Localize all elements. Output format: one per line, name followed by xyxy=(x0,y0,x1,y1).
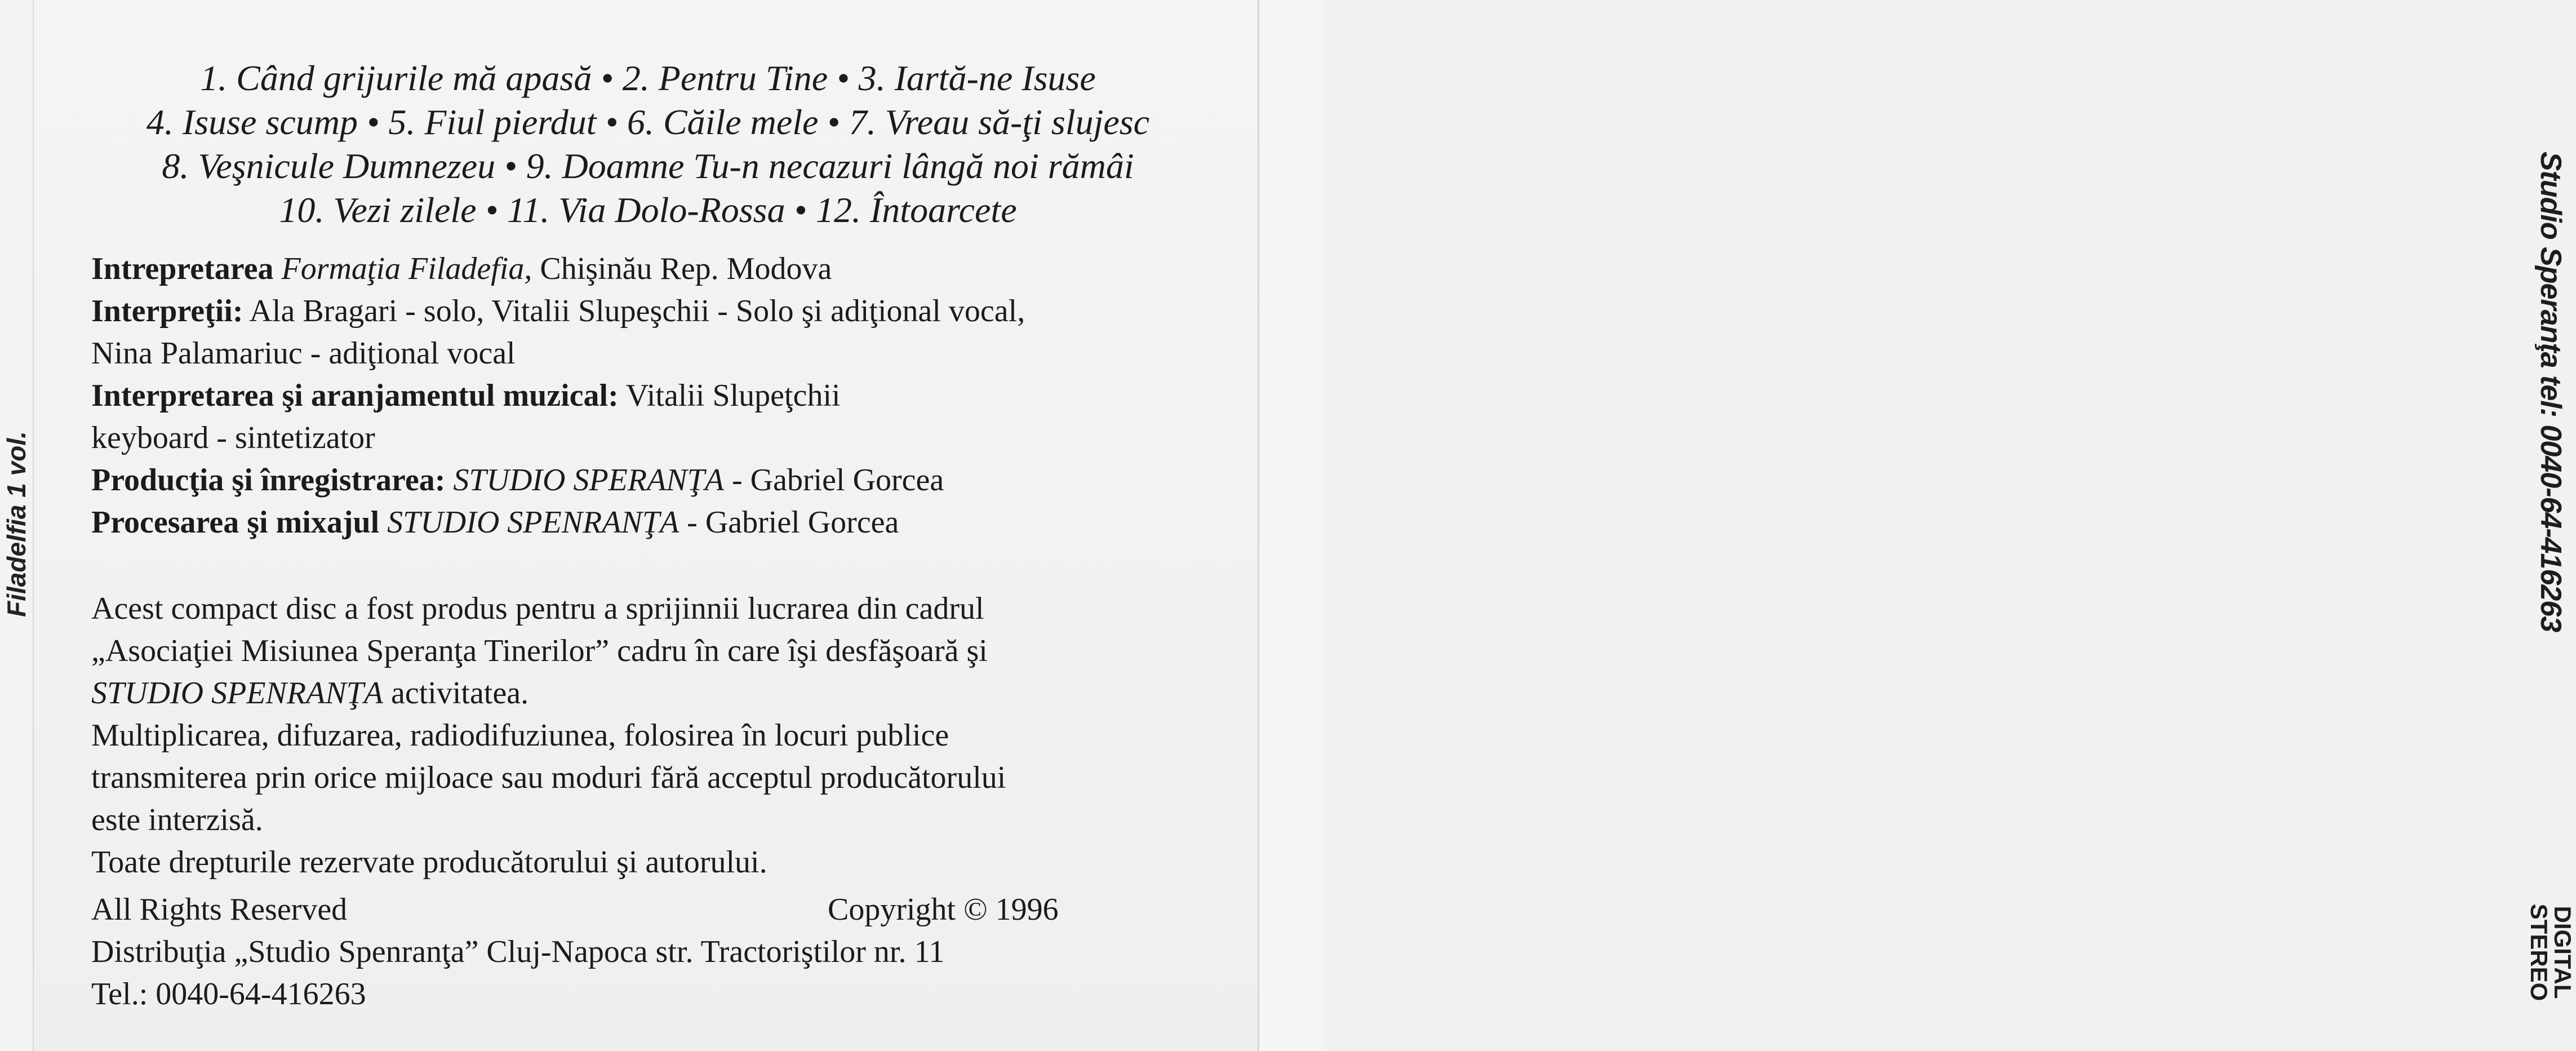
credit-place: Chişinău Rep. Modova xyxy=(532,251,832,286)
left-spine-title: Filadelfia 1 vol. xyxy=(2,431,31,617)
credit-interpretii-cont: Nina Palamariuc - adiţional vocal xyxy=(91,336,516,371)
notice-line: „Asociaţiei Misiunea Speranţa Tinerilor” cadru în care îşi desfăşoară şi xyxy=(91,633,988,668)
credit-interpretii xyxy=(91,290,1252,332)
track-line: 8. Veşnicule Dumnezeu • 9. Doamne Tu-n necazuri lângă noi rămâi xyxy=(162,146,1134,186)
right-spine xyxy=(1258,0,2576,1051)
footer-rights-row xyxy=(91,889,1105,931)
all-rights-reserved: All Rights Reserved xyxy=(91,892,348,927)
track-list xyxy=(45,56,1251,232)
track-line: 10. Vezi zilele • 11. Via Dolo-Rossa • 12. Întoarcete xyxy=(279,190,1017,230)
track-line: 1. Când grijurile mă apasă • 2. Pentru Tine • 3. Iartă-ne Isuse xyxy=(200,58,1096,98)
credit-group: Formaţia Filadefia, xyxy=(281,251,532,286)
credit-label: Interpretarea şi aranjamentul muzical: xyxy=(91,378,619,413)
notice-text: activitatea. xyxy=(383,676,529,711)
digital-label: DIGITAL xyxy=(2550,906,2576,999)
notice-block xyxy=(91,588,1252,884)
notice-studio: STUDIO SPENRANŢA xyxy=(91,676,383,711)
left-spine xyxy=(0,0,34,1051)
credit-person: - Gabriel Gorcea xyxy=(724,463,944,498)
notice-line: Toate drepturile rezervate producătorului şi autorului. xyxy=(91,845,767,880)
stereo-label: STEREO xyxy=(2526,903,2552,1001)
notice-line: transmiterea prin orice mijloace sau moduri fără acceptul producătorului xyxy=(91,760,1006,795)
credit-productia xyxy=(91,459,1252,502)
credit-label: Intrepretarea xyxy=(91,251,274,286)
notice-line: Acest compact disc a fost produs pentru a sprijinnii lucrarea din cadrul xyxy=(91,591,984,626)
credit-person: - Gabriel Gorcea xyxy=(679,505,899,540)
credit-value: Ala Bragari - solo, Vitalii Slupeşchii - Solo şi adiţional vocal, xyxy=(243,294,1025,329)
credit-studio: STUDIO SPENRANŢA xyxy=(387,505,679,540)
credit-aranjament-cont: keyboard - sintetizator xyxy=(91,420,375,455)
credit-label: Procesarea şi mixajul xyxy=(91,505,380,540)
studio-phone-spine: Studio Speranţa tel: 0040-64-416263 xyxy=(2534,151,2567,632)
digital-stereo-label xyxy=(2527,904,2574,1001)
notice-line: Multiplicarea, difuzarea, radiodifuziunea, folosirea în locuri publice xyxy=(91,718,949,753)
notice-line: este interzisă. xyxy=(91,802,263,837)
credit-aranjament xyxy=(91,375,1252,417)
footer-block xyxy=(91,889,1105,1015)
credits-block xyxy=(91,248,1252,544)
notice-line xyxy=(91,672,1252,715)
distribution-address: Distribuţia „Studio Spenranţa” Cluj-Napoca str. Tractoriştilor nr. 11 xyxy=(91,934,945,969)
credit-value: Vitalii Slupeţchii xyxy=(618,378,841,413)
credit-label: Interpreţii: xyxy=(91,294,243,329)
credit-procesarea xyxy=(91,502,1252,544)
credit-label: Producţia şi înregistrarea: xyxy=(91,463,446,498)
credit-studio: STUDIO SPERANŢA xyxy=(453,463,725,498)
track-line: 4. Isuse scump • 5. Fiul pierdut • 6. Căile mele • 7. Vreau să-ţi slujesc xyxy=(146,102,1150,142)
credit-interpretarea xyxy=(91,248,1252,290)
copyright-notice: Copyright © 1996 xyxy=(828,892,1059,927)
telephone: Tel.: 0040-64-416263 xyxy=(91,977,366,1012)
